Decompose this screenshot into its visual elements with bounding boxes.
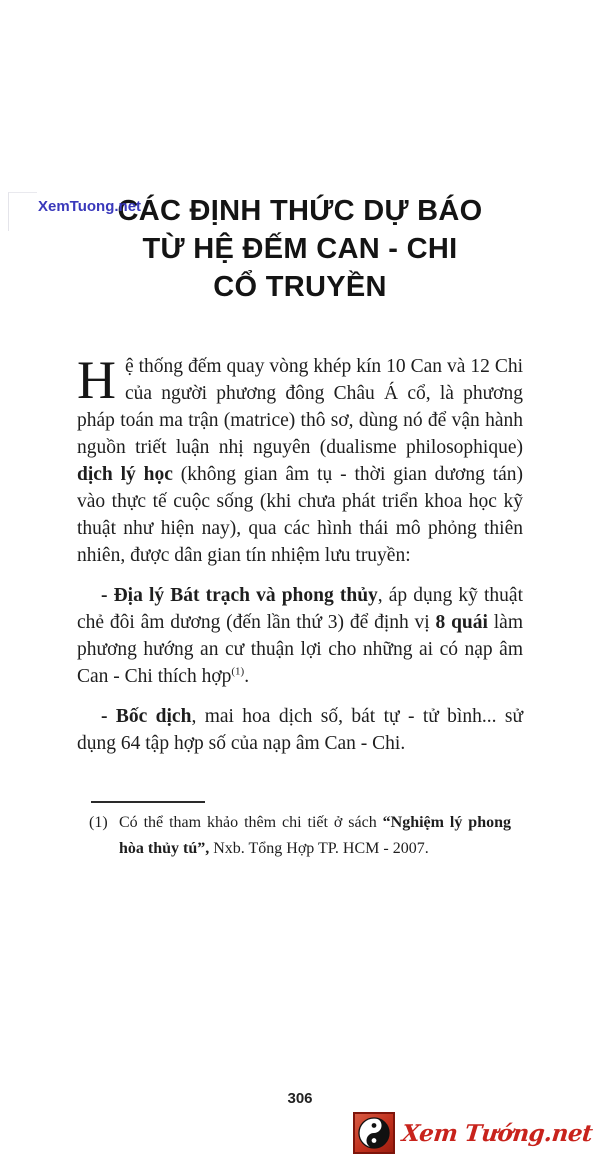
paragraph-intro — [77, 350, 524, 569]
footnote-reference: (1) — [231, 665, 245, 678]
footnote-text-part: Có thể tham khảo thêm chi tiết ở sách — [119, 814, 383, 831]
scan-artifact — [8, 192, 37, 231]
title-line-1: CÁC ĐỊNH THỨC DỰ BÁO — [117, 195, 483, 227]
footnote-text-part: Nxb. Tổng Hợp TP. HCM - 2007. — [209, 840, 429, 857]
footnote — [77, 810, 511, 862]
paragraph-text: , mai hoa dịch số, bát tự - tử bình... sử dụng 64 tập hợp số của nạp âm Can - Chi. — [77, 706, 524, 754]
paragraph-text: (không gian âm tụ - thời gian dương tán) vào thực tế cuộc sống (khi chưa phát triển khoa học kỹ thuật như hiện nay), qua các hình thái mô phỏng thiên nhiên, được dân gian tín nhiệm lưu truyền: — [77, 464, 524, 566]
footnote-divider — [91, 801, 205, 803]
bold-phrase-dich-ly-hoc: dịch lý học — [77, 464, 173, 485]
paragraph-boc-dich — [77, 703, 523, 757]
bold-phrase-boc-dich: - Bốc dịch — [101, 706, 192, 727]
page-number: 306 — [287, 1090, 313, 1107]
paragraph-dia-ly — [77, 582, 523, 690]
footnote-marker: (1) — [89, 814, 108, 831]
footnote-book-title: “Nghiệm lý phong hòa thủy tú”, — [119, 814, 512, 857]
site-logo-text: Xem Tướng.net — [400, 1119, 594, 1147]
footnote-text — [119, 810, 511, 862]
paragraph-text: . — [244, 666, 250, 687]
paragraph-text: , áp dụng kỹ thuật chẻ đôi âm dương (đến lần thứ 3) để định vị — [77, 585, 523, 633]
bold-phrase-dia-ly: - Địa lý Bát trạch và phong thủy — [101, 585, 378, 606]
page-content — [77, 192, 523, 862]
dropcap-letter: H — [77, 350, 116, 410]
title-line-3: CỔ TRUYỀN — [213, 271, 387, 303]
title-line-2: TỪ HỆ ĐẾM CAN - CHI — [142, 233, 458, 265]
yin-yang-icon — [353, 1112, 395, 1154]
bold-phrase-8-quai: 8 quái — [435, 612, 488, 633]
scanned-book-page — [0, 192, 600, 1167]
paragraph-text: làm phương hướng an cư thuận lợi cho những ai có nạp âm Can - Chi thích hợp — [77, 612, 524, 687]
page-title — [77, 192, 523, 306]
paragraph-text: ệ thống đếm quay vòng khép kín 10 Can và 12 Chi của người phương đông Châu Á cổ, là phương pháp toán ma trận (matrice) thô sơ, dùng nó để vận hành nguồn triết luận nhị nguyên (dualisme philosophique) — [77, 356, 523, 458]
site-link[interactable]: XemTuong.net — [38, 198, 142, 215]
site-logo[interactable] — [353, 1112, 592, 1154]
